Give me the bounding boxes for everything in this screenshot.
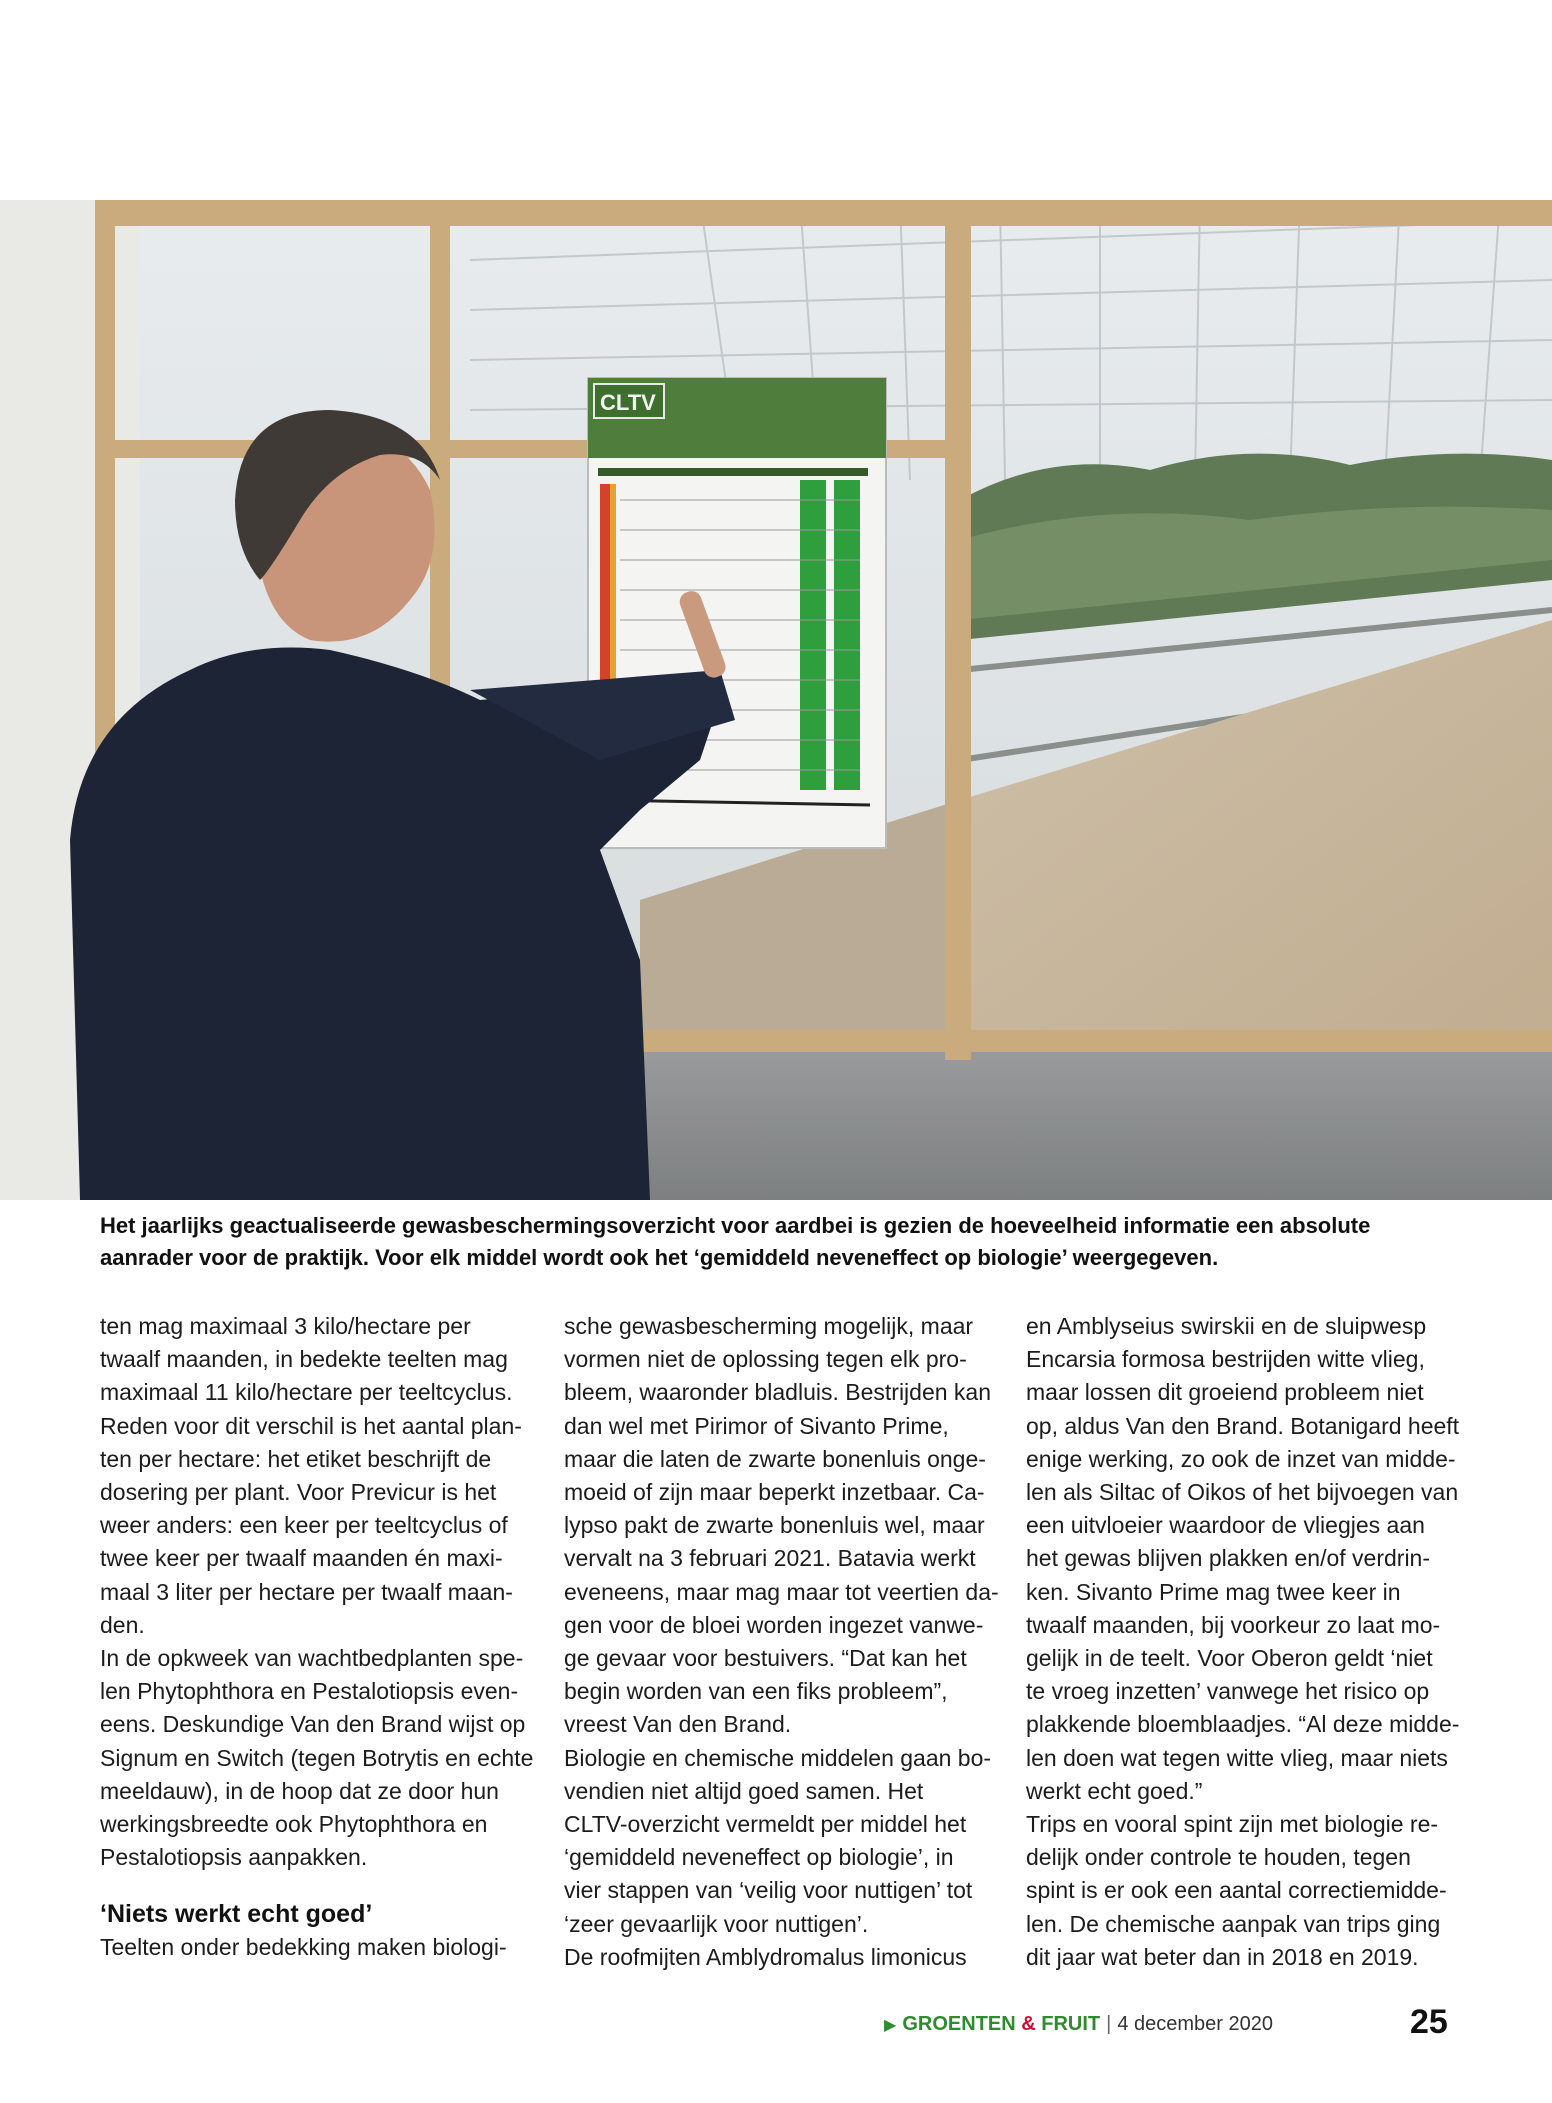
magazine-name-2: FRUIT (1041, 2013, 1101, 2035)
body-line: begin worden van een fiks probleem”, (564, 1678, 948, 1705)
body-line: ten per hectare: het etiket beschrijft de (100, 1445, 492, 1472)
body-line: en Amblyseius swirskii en de sluipwesp (1026, 1313, 1427, 1339)
body-line: maximaal 11 kilo/hectare per teeltcyclus. (100, 1379, 513, 1406)
body-line: Pestalotiopsis aanpakken. (100, 1844, 368, 1871)
body-line: gen voor de bloei worden ingezet vanwe- (564, 1611, 984, 1638)
footer-separator: | (1106, 2013, 1112, 2035)
body-line: vreest Van den Brand. (564, 1711, 792, 1738)
body-line: plakkende bloemblaadjes. “Al deze midde- (1026, 1711, 1460, 1738)
magazine-ampersand: & (1021, 2013, 1036, 2035)
photo-caption (100, 1210, 1460, 1274)
body-line: den. (100, 1611, 145, 1638)
body-line: weer anders: een keer per teeltcyclus of (100, 1512, 508, 1539)
section-subheading: ‘Niets werkt echt goed’ (100, 1900, 373, 1929)
body-line: CLTV-overzicht vermeldt per middel het (564, 1811, 967, 1838)
body-line: ‘gemiddeld neveneffect op biologie’, in (564, 1844, 954, 1871)
text-column-1 (100, 1310, 534, 1965)
body-line: werkingsbreedte ook Phytophthora en (100, 1811, 488, 1838)
body-line: De roofmijten Amblydromalus limonicus (564, 1943, 967, 1970)
magazine-name: GROENTEN (902, 2013, 1016, 2035)
body-line: te vroeg inzetten’ vanwege het risico op (1026, 1678, 1430, 1705)
triangle-arrow-icon: ▶ (884, 2017, 897, 2034)
body-line: moeid of zijn maar beperkt inzetbaar. Ca- (564, 1479, 985, 1506)
body-line: vormen niet de oplossing tegen elk pro- (564, 1346, 967, 1373)
body-line: Encarsia formosa bestrijden witte vlieg, (1026, 1346, 1425, 1373)
body-line: maar die laten de zwarte bonenluis onge- (564, 1445, 986, 1472)
body-line: dit jaar wat beter dan in 2018 en 2019. (1026, 1943, 1419, 1970)
page-number: 25 (1410, 2003, 1448, 2041)
body-line: delijk onder controle te houden, tegen (1026, 1844, 1411, 1871)
body-line: Teelten onder bedekking maken biologi- (100, 1934, 507, 1961)
body-line: vier stappen van ‘veilig voor nuttigen’ tot (564, 1877, 973, 1904)
body-line: enige werking, zo ook de inzet van midde- (1026, 1445, 1456, 1472)
body-line: twaalf maanden, in bedekte teelten mag (100, 1346, 508, 1373)
body-line: een uitvloeier waardoor de vliegjes aan (1026, 1512, 1425, 1539)
body-line: spint is er ook een aantal correctiemidde- (1026, 1877, 1447, 1904)
body-line: Signum en Switch (tegen Botrytis en echte (100, 1744, 534, 1771)
body-line: Biologie en chemische middelen gaan bo- (564, 1744, 992, 1771)
body-line: vendien niet altijd goed samen. Het (564, 1777, 924, 1804)
body-line: werkt echt goed.” (1026, 1777, 1203, 1804)
body-line: bleem, waaronder bladluis. Bestrijden kan (564, 1379, 992, 1406)
body-line: dosering per plant. Voor Previcur is het (100, 1479, 497, 1506)
body-line: op, aldus Van den Brand. Botanigard heeft (1026, 1412, 1460, 1439)
body-line: maar lossen dit groeiend probleem niet (1026, 1379, 1424, 1406)
body-line: ‘zeer gevaarlijk voor nuttigen’. (564, 1910, 869, 1937)
greenhouse-scene (0, 200, 1552, 1200)
body-line: twaalf maanden, bij voorkeur zo laat mo- (1026, 1611, 1441, 1638)
body-line: In de opkweek van wachtbedplanten spe- (100, 1645, 524, 1672)
issue-date: 4 december 2020 (1117, 2013, 1273, 2035)
caption-line: aanrader voor de praktijk. Voor elk middel wordt ook het ‘gemiddeld neveneffect op biologie’ weergegeven. (100, 1245, 1219, 1270)
body-line: lypso pakt de zwarte bonenluis wel, maar (564, 1512, 985, 1539)
body-line: vervalt na 3 februari 2021. Batavia werkt (564, 1545, 976, 1572)
body-line: len doen wat tegen witte vlieg, maar niets (1026, 1744, 1448, 1771)
body-line: Trips en vooral spint zijn met biologie re- (1026, 1811, 1439, 1838)
body-line: Reden voor dit verschil is het aantal plan- (100, 1412, 522, 1439)
body-line: len Phytophthora en Pestalotiopsis even- (100, 1678, 519, 1705)
body-line: ge gevaar voor bestuivers. “Dat kan het (564, 1645, 967, 1672)
text-column-3 (1026, 1310, 1460, 1974)
body-line: twee keer per twaalf maanden én maxi- (100, 1545, 503, 1572)
body-line: sche gewasbescherming mogelijk, maar (564, 1313, 974, 1339)
article-photo (0, 200, 1552, 1200)
body-line: dan wel met Pirimor of Sivanto Prime, (564, 1412, 949, 1439)
body-line: het gewas blijven plakken en/of verdrin- (1026, 1545, 1431, 1572)
body-line: maal 3 liter per hectare per twaalf maan- (100, 1578, 513, 1605)
text-column-2 (564, 1310, 999, 1974)
body-line: ten mag maximaal 3 kilo/hectare per (100, 1313, 471, 1339)
body-line: eveneens, maar mag maar tot veertien da- (564, 1578, 999, 1605)
body-line: meeldauw), in de hoop dat ze door hun (100, 1777, 499, 1804)
body-line: len. De chemische aanpak van trips ging (1026, 1910, 1441, 1937)
caption-line: Het jaarlijks geactualiseerde gewasbeschermingsoverzicht voor aardbei is gezien de hoeveelheid informatie een absolute (100, 1213, 1371, 1238)
page-footer (884, 2008, 1273, 2040)
body-line: len als Siltac of Oikos of het bijvoegen van (1026, 1479, 1459, 1506)
body-line: ken. Sivanto Prime mag twee keer in (1026, 1578, 1401, 1605)
poster-logo: CLTV (600, 390, 656, 415)
body-line: gelijk in de teelt. Voor Oberon geldt ‘niet (1026, 1645, 1433, 1672)
body-line: eens. Deskundige Van den Brand wijst op (100, 1711, 526, 1738)
